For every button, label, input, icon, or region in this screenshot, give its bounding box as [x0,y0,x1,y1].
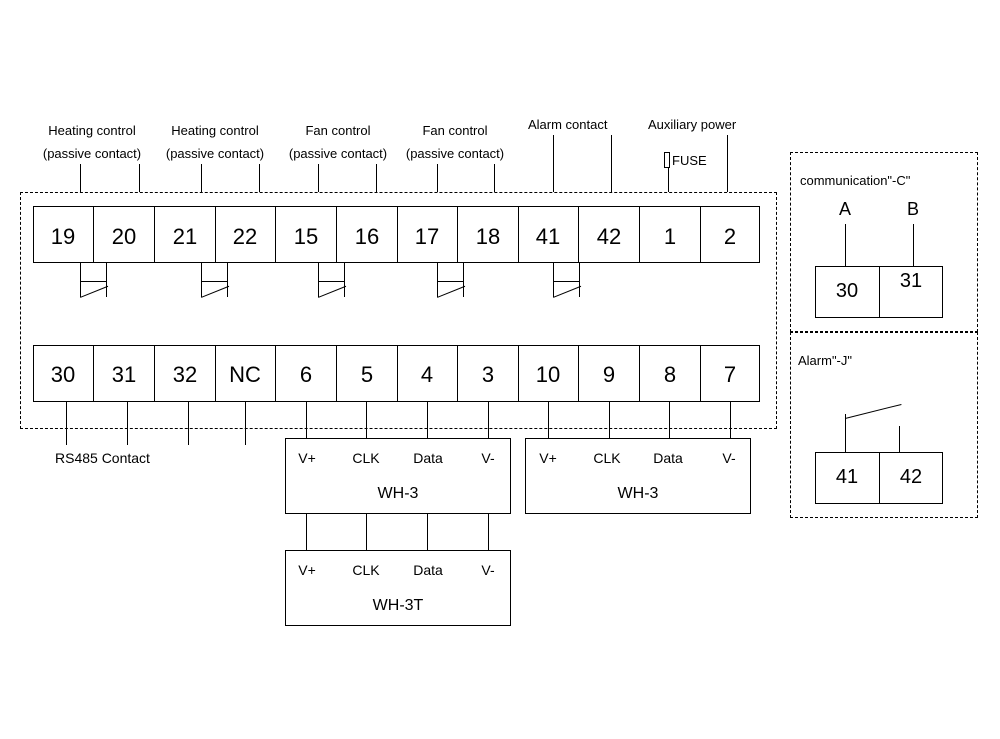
comm-terminal-30[interactable]: 30 [835,280,859,302]
leader-line-15 [318,164,319,192]
contact-drop-16 [344,281,345,297]
wh3-left-pin-vplus: V+ [298,450,316,466]
wh3t-pin-data: Data [413,562,443,578]
wh3t-name: WH-3T [372,597,424,614]
terminal-17[interactable]: 17 [414,224,440,249]
leader-line-1 [668,168,669,192]
comm-wire-b [913,224,914,266]
label-heating-control-2-line1: Heating control [171,123,259,138]
contact-stem-18 [463,263,464,281]
contact-drop-20 [106,281,107,297]
rs485-stub-nc [245,402,246,445]
terminal-20[interactable]: 20 [111,224,137,249]
module-wh3-left [285,438,511,514]
comm-terminal-31[interactable]: 31 [899,270,923,292]
contact-drop-17 [437,281,438,297]
wire-6-to-wh3left-vplus [306,402,307,438]
terminal-32[interactable]: 32 [172,362,198,387]
comm-pin-label-b: B [906,199,919,219]
alarm-terminal-42[interactable]: 42 [899,466,923,488]
terminal-9[interactable]: 9 [602,362,616,387]
contact-drop-41 [553,281,554,297]
alarm-contact-stem-right [899,426,900,452]
wire-wh3left-vminus-to-wh3t [488,514,489,550]
contact-drop-22 [227,281,228,297]
label-fan-control-2-line1: Fan control [422,123,488,138]
wh3t-pin-vminus: V- [481,562,495,578]
comm-wire-a [845,224,846,266]
leader-line-2 [727,135,728,192]
label-fan-control-1-line2: (passive contact) [288,146,388,161]
wire-wh3left-data-to-wh3t [427,514,428,550]
terminal-41[interactable]: 41 [535,224,561,249]
terminal-4[interactable]: 4 [420,362,434,387]
contact-base-15-16 [318,281,345,282]
label-heating-control-1-line2: (passive contact) [42,146,142,161]
leader-line-16 [376,164,377,192]
panel-communication-title: communication"-C" [800,173,911,188]
label-heating-control-1-line1: Heating control [48,123,136,138]
wh3-left-pin-vminus: V- [481,450,495,466]
terminal-8[interactable]: 8 [663,362,677,387]
wire-4-to-wh3left-data [427,402,428,438]
alarm-terminal-41[interactable]: 41 [835,466,859,488]
terminal-2[interactable]: 2 [723,224,737,249]
label-alarm-contact: Alarm contact [528,117,608,132]
label-fuse: FUSE [672,153,707,168]
wh3-right-pin-vplus: V+ [539,450,557,466]
module-wh3-right [525,438,751,514]
contact-base-17-18 [437,281,464,282]
leader-line-20 [139,164,140,192]
contact-stem-17 [437,263,438,281]
wire-10-to-wh3right-vplus [548,402,549,438]
leader-line-22 [259,164,260,192]
leader-line-18 [494,164,495,192]
rs485-stub-31 [127,402,128,445]
contact-base-19-20 [80,281,107,282]
terminal-18[interactable]: 18 [475,224,501,249]
contact-drop-42 [579,281,580,297]
terminal-42[interactable]: 42 [596,224,622,249]
terminal-5[interactable]: 5 [360,362,374,387]
leader-line-21 [201,164,202,192]
terminal-21[interactable]: 21 [172,224,198,249]
terminal-22[interactable]: 22 [232,224,258,249]
label-fan-control-1-line1: Fan control [305,123,371,138]
contact-stem-16 [344,263,345,281]
wh3-right-pin-vminus: V- [722,450,736,466]
wh3-right-name: WH-3 [617,485,659,502]
wh3t-pin-vplus: V+ [298,562,316,578]
comm-pin-label-a: A [838,199,851,219]
leader-line-42 [611,135,612,192]
rs485-stub-32 [188,402,189,445]
label-auxiliary-power: Auxiliary power [648,117,737,132]
contact-drop-15 [318,281,319,297]
contact-stem-20 [106,263,107,281]
label-heating-control-2-line2: (passive contact) [165,146,265,161]
contact-stem-15 [318,263,319,281]
label-fan-control-2-line2: (passive contact) [405,146,505,161]
wh3-right-pin-data: Data [653,450,683,466]
label-rs485-contact: RS485 Contact [55,450,150,466]
contact-stem-42 [579,263,580,281]
wire-wh3left-clk-to-wh3t [366,514,367,550]
terminal-7[interactable]: 7 [723,362,737,387]
terminal-3[interactable]: 3 [481,362,495,387]
wh3-left-pin-data: Data [413,450,443,466]
terminal-1[interactable]: 1 [663,224,677,249]
wh3-right-pin-clk: CLK [593,450,621,466]
contact-stem-19 [80,263,81,281]
contact-drop-19 [80,281,81,297]
contact-base-41-42 [553,281,580,282]
module-wh3t-bottom [285,550,511,626]
contact-drop-18 [463,281,464,297]
leader-line-41 [553,135,554,192]
alarm-contact-stem-left [845,414,846,452]
wire-wh3left-vplus-to-wh3t [306,514,307,550]
leader-line-17 [437,164,438,192]
contact-drop-21 [201,281,202,297]
contact-stem-41 [553,263,554,281]
terminal-16[interactable]: 16 [354,224,380,249]
terminal-15[interactable]: 15 [293,224,319,249]
wire-7-to-wh3right-vminus [730,402,731,438]
terminal-31[interactable]: 31 [111,362,137,387]
terminal-10[interactable]: 10 [535,362,561,387]
contact-stem-22 [227,263,228,281]
terminal-19[interactable]: 19 [50,224,76,249]
panel-alarm-title: Alarm"-J" [798,353,853,368]
rs485-stub-30 [66,402,67,445]
wh3-left-name: WH-3 [377,485,419,502]
fuse-icon [664,152,670,168]
terminal-30[interactable]: 30 [50,362,76,387]
wire-3-to-wh3left-vminus [488,402,489,438]
terminal-nc[interactable]: NC [229,362,261,387]
contact-stem-21 [201,263,202,281]
wire-5-to-wh3left-clk [366,402,367,438]
leader-line-19 [80,164,81,192]
wh3t-pin-clk: CLK [352,562,380,578]
contact-base-21-22 [201,281,228,282]
wire-8-to-wh3right-data [669,402,670,438]
wh3-left-pin-clk: CLK [352,450,380,466]
wire-9-to-wh3right-clk [609,402,610,438]
terminal-6[interactable]: 6 [299,362,313,387]
